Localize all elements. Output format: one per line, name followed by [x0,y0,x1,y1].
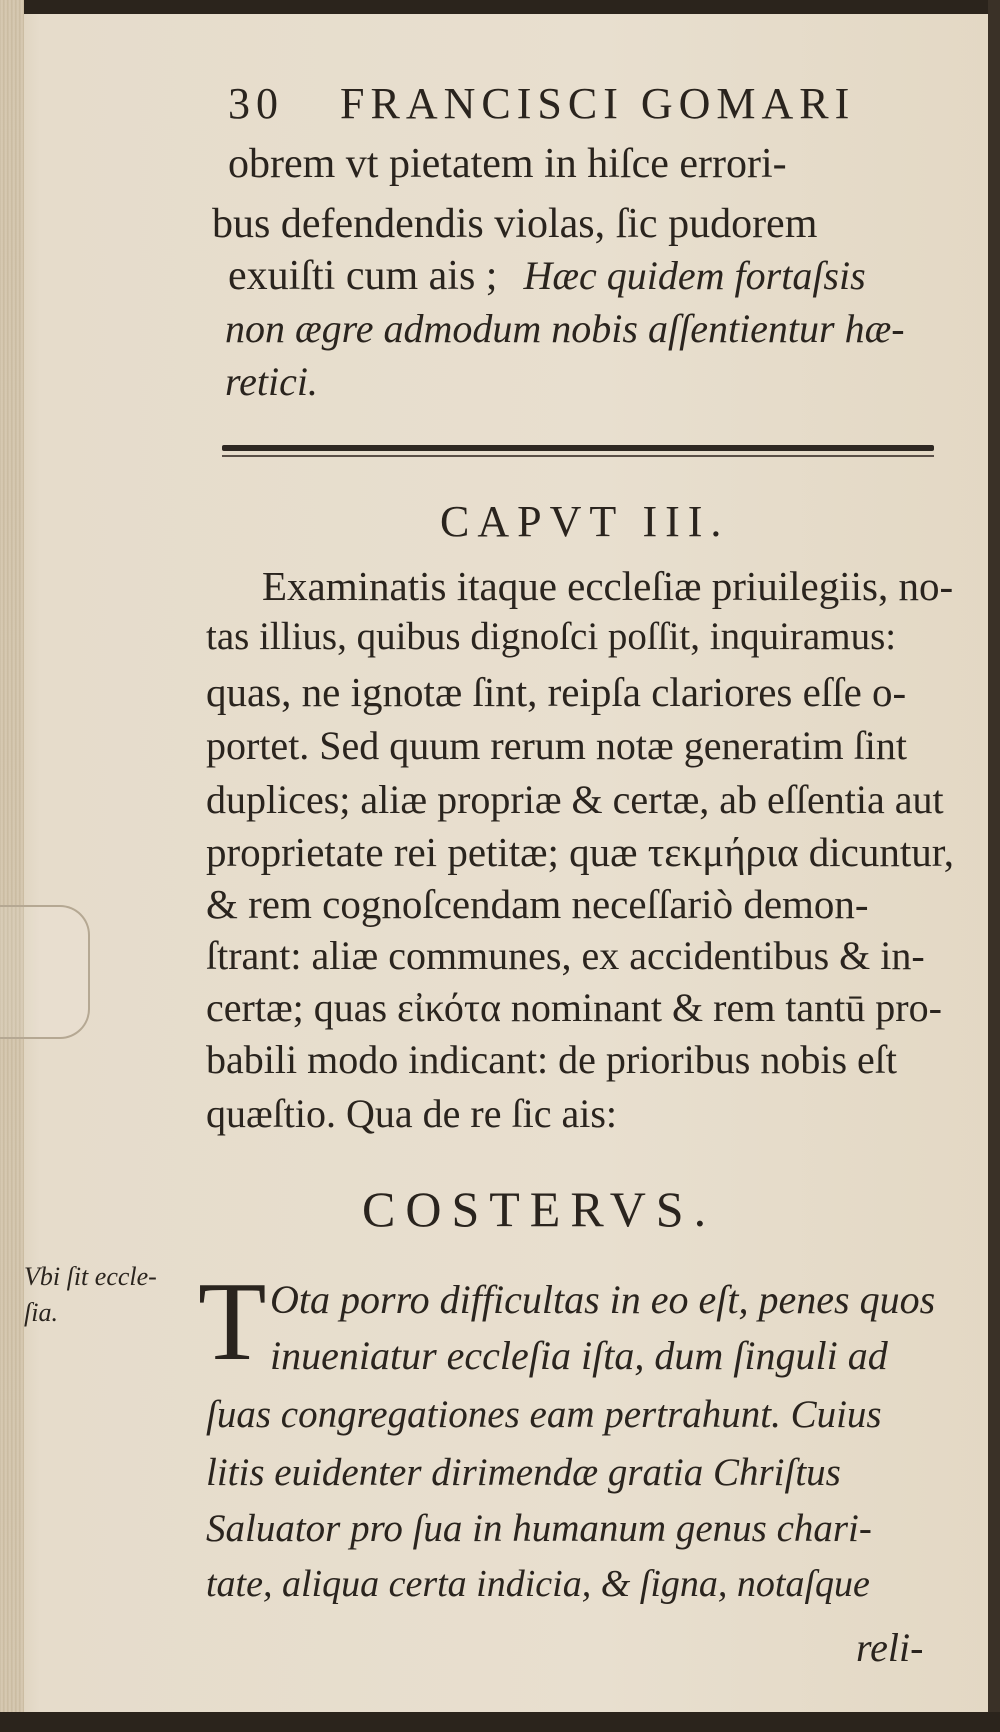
text-line: bus defendendis violas, ſic pudorem [212,201,818,247]
page-right-edge [988,0,1000,1732]
text-line: obrem vt pietatem in hiſce errori- [228,141,787,187]
page-number: 30 [228,79,284,128]
section-divider-rule-thin [222,455,934,457]
catchword: reli- [856,1625,924,1670]
page-top-edge [0,0,1000,14]
margin-note-line: Vbi ſit eccle- [24,1262,157,1291]
drop-cap: T [198,1260,267,1384]
text-line: proprietate rei petitæ; quæ τεκμήρια dicuntur, [206,829,955,875]
italic-line: non ægre admodum nobis aſſentientur hæ- [225,306,905,351]
section-divider-rule [222,445,934,451]
text-line [228,252,866,300]
italic-line: tate, aliqua certa indicia, & ſigna, notaſque [206,1563,870,1605]
italic-line: retici. [225,359,318,404]
binding-clasp-shadow [0,905,90,1039]
text-line: quæſtio. Qua de re ſic ais: [206,1091,618,1136]
running-head-author: FRANCISCI GOMARI [340,79,856,128]
section-heading: COSTERVS. [362,1181,717,1237]
margin-note-line: ſia. [24,1298,58,1327]
page-gutter-edge [0,0,24,1732]
italic-line: litis euidenter dirimendæ gratia Chriſtus [206,1451,841,1494]
text-line: certæ; quas εἰκότα nominant & rem tantū pro- [206,985,942,1030]
text-segment: exuiſti cum ais ; [228,253,498,299]
text-line: Examinatis itaque eccleſiæ priuilegiis, no- [262,563,954,609]
text-line: ſtrant: aliæ communes, ex accidentibus & in- [206,933,925,978]
text-line: babili modo indicant: de prioribus nobis eſt [206,1037,898,1082]
italic-line: Saluator pro ſua in humanum genus chari- [206,1507,872,1550]
page-bottom-edge [0,1712,1000,1732]
text-line: duplices; aliæ propriæ & certæ, ab eſſentia aut [206,777,944,822]
text-line: quas, ne ignotæ ſint, reipſa clariores eſſe o- [206,669,907,715]
text-line: tas illius, quibus dignoſci poſſit, inquiramus: [206,615,897,658]
running-head [228,78,855,129]
italic-line: ſuas congregationes eam pertrahunt. Cuius [206,1393,882,1436]
text-line: & rem cognoſcendam neceſſariò demon- [206,881,869,927]
chapter-heading: CAPVT III. [440,497,730,546]
italic-line: inueniatur eccleſia iſta, dum ſinguli ad [270,1333,888,1378]
text-line: portet. Sed quum rerum notæ generatim ſint [206,723,907,768]
italic-line: Ota porro difficultas in eo eſt, penes quos [270,1277,936,1322]
italic-segment: Hæc quidem fortaſsis [523,253,866,298]
